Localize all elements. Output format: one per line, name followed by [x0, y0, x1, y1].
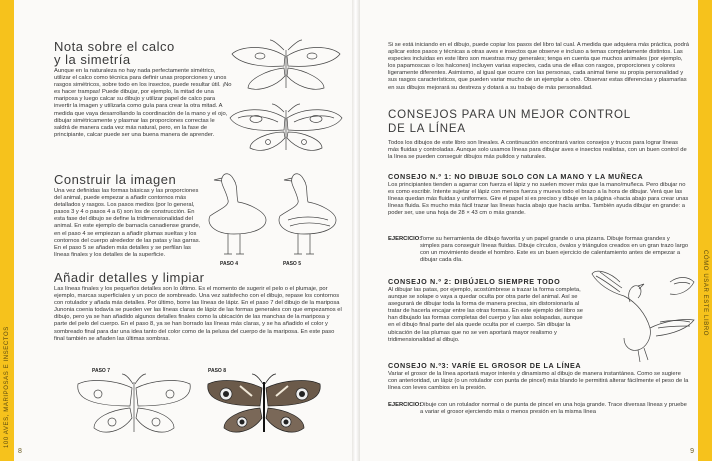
right-band-text: CÓMO USAR ESTE LIBRO — [702, 250, 708, 337]
tip1-title: CONSEJO N.º 1: NO DIBUJE SOLO CON LA MANO Y LA MUÑECA — [388, 172, 644, 181]
intro-paragraph: Si se está iniciando en el dibujo, puede copiar los pasos del libro tal cual. A medida que adquiera más práctica, podrá aplicar estos pasos y técnicas a otras aves e insectos que observe e incluso a temas completamente distintos. Las especies incluidas en este libro son muestras muy generales; tenga en cuenta que muchos animales (por ejemplo, los papamoscas o los halcones) incluyen varias especies, cada una de ellas con rasgos, proporciones y colores ligeramente diferentes. Asimismo, al igual que ocurre con las personas, cada animal tiene su propia personalidad y sus rasgos característicos, que pueden variar mucho de un ejemplar a otro. Observar estas diferencias y plasmarlas en sus dibujos mejorará su destreza y dotará a su trabajo de más personalidad. — [388, 42, 689, 91]
butterfly-step8-illustration — [196, 372, 336, 442]
moth-outline-illustration — [226, 40, 346, 100]
tip1-exercise-body: Tome su herramienta de dibujo favorita y un papel grande o una pizarra. Dibuje formas grandes y simples para conseguir líneas fluidas. Dibuje círculos, óvalos y triángulos creados en un gran trazo largo con un movimiento desde el hombro. Este es un buen ejercicio de calentamiento antes de empezar a dibujar cada día. — [420, 236, 689, 264]
section-body-details: Las líneas finales y los pequeños detalles son lo último. Es el momento de sugerir el pelo o el plumaje, por ejemplo, marcas superficiales y un poco de sombreado. Una vez satisfecho con el dibujo, repase los contornos con rotulador y añada más detalles. Por último, borre las líneas de lápiz. En el paso 7 del dibujo de la mariposa Junonia coenia todavía se pueden ver las líneas claras de lápiz de las formas generales con que empezamos el dibujo, pero ya se han añadido algunos detalles finales como la ubicación de las manchas de la mariposa y parte del pelo del cuerpo. En el paso 8, ya se han borrado las líneas más claras, y se ha añadido el color y sombreado final para dar una idea tanto del color como de la pelusa del cuerpo de la mariposa. En este paso final también se añaden las últimas sombras. — [54, 286, 342, 342]
section-title-building: Construir la imagen — [54, 172, 177, 187]
step-label-4: PASO 4 — [220, 261, 238, 267]
tip2-title: CONSEJO N.º 2: DIBÚJELO SIEMPRE TODO — [388, 277, 561, 286]
left-page — [0, 0, 352, 461]
tip1-body: Los principiantes tienden a agarrar con fuerza el lápiz y no suelen mover más que la mano/muñeca. Pero dibujar no es como escribir. Intente sujetar el lápiz con menos fuerza y mueva todo el brazo a la hora de dibujar. Verá que las líneas quedan más fluidas y uniformes. Gire el papel si es preciso y dibuje en la página «hacia abajo para crear unas líneas fluida. Es mucho más fácil trazar las líneas hacia abajo que hacia arriba. También ayuda dibujar en grande: a poder ser, use una hoja de 28 × 43 cm o más grande. — [388, 182, 689, 217]
bird-wings-illustration — [590, 262, 698, 366]
section-title-details: Añadir detalles y limpiar — [54, 270, 205, 285]
gutter — [352, 0, 360, 461]
step-label-7: PASO 7 — [92, 368, 110, 374]
moth-detailed-illustration — [226, 104, 346, 156]
tip3-title: CONSEJO N.º3: VARÍE EL GROSOR DE LA LÍNEA — [388, 361, 582, 370]
butterfly-step7-illustration — [66, 372, 206, 442]
section-title-tracing-line2: y la simetría — [54, 52, 131, 67]
tip2-body: Al dibujar las patas, por ejemplo, acostúmbrese a trazar la forma completa, aunque se solape o vaya a quedar oculta por otra parte del animal. Así se asegurará de dibujar toda la forma de manera precisa, sin distorsionarla al tratar de hacerla encajar entre las otras formas. En este ejemplo del libro se han dibujado las formas completas del cuerpo y las alas solapadas, aunque en el dibujo final parte del ala quede oculta por el cuerpo. Sin dibujar la ubicación de las plumas que no se ven aportará mayor realismo y tridimensionalidad al dibujo. — [388, 287, 583, 343]
page-number-right: 9 — [690, 448, 694, 455]
tip3-exercise-body: Dibuje con un rotulador normal o de punta de pincel en una hoja grande. Trace diversas líneas y pruebe a variar el grosor ejerciendo más o menos presión en la misma línea — [420, 402, 687, 416]
left-band-text: 100 AVES, MARIPOSAS E INSECTOS — [4, 326, 10, 448]
right-chapter-band — [698, 0, 712, 461]
section-title-tracing: Nota sobre el calco — [54, 39, 175, 54]
right-page — [360, 0, 712, 461]
tips-heading: CONSEJOS PARA UN MEJOR CONTROL — [388, 109, 631, 121]
left-chapter-band — [0, 0, 14, 461]
goose-illustrations — [204, 164, 344, 264]
tip3-body: Variar el grosor de la línea aportará mayor interés y dinamismo al dibujo de manera instantánea. Como se sugiere con anterioridad, un lápiz (o un rotulador con punta de pincel) más blando le permitirá alterar fácilmente el peso de la línea con leves cambios en la presión. — [388, 371, 689, 392]
tip1-exercise-label: EJERCICIO: — [388, 236, 422, 242]
tip3-exercise-label: EJERCICIO: — [388, 402, 422, 408]
step-label-5: PASO 5 — [283, 261, 301, 267]
tips-intro-body: Todos los dibujos de este libro son lineales. A continuación encontrará varios consejos y trucos para lograr líneas más fluidas y controladas. Aunque solo usamos líneas para dibujar aves e insectos realistas, con un buen control de la línea se pueden conseguir dibujos más pulidos y naturales. — [388, 140, 687, 161]
page-number-left: 8 — [18, 448, 22, 455]
step-label-8: PASO 8 — [208, 368, 226, 374]
section-body-building: Una vez definidas las formas básicas y las proporciones del animal, puede empezar a añadir contornos más detallados y rasgos. Los pasos medios (por lo general, pasos 3 y 4 o pasos 4 a 6) son los de construcción. En esta fase del dibujo se define la tridimensionalidad del animal. En este ejemplo de barnacla canadiense grande, en el paso 4 se empiezan a añadir plumas sueltas y los contornos del cuerpo alrededor de las patas y las garras. En el paso 5 se añaden más detalles y se perfilan las líneas finales y los detalles de la superficie. — [54, 188, 201, 258]
section-body-tracing: Aunque en la naturaleza no hay nada perfectamente simétrico, utilizar el calco como técnica para definir unas proporciones y unos rasgos simétricos, sobre todo en los insectos, puede resultar útil. ¡No es hacer trampas! Puede dibujar, por ejemplo, la mitad de una mariposa y luego calcar su dibujo y utilizar papel de calco para invertir la imagen y utilizarla como guía para crear la otra mitad. A medida que vaya desarrollando la coordinación de la mano y el ojo, dibujar simétricamente y plasmar las proporciones correctas le saldrá de manera cada vez más natural, pero, en la fase de principiante, calcar puede ser una buena manera de aprender. — [54, 68, 232, 138]
tips-heading-line2: DE LA LÍNEA — [388, 123, 466, 135]
